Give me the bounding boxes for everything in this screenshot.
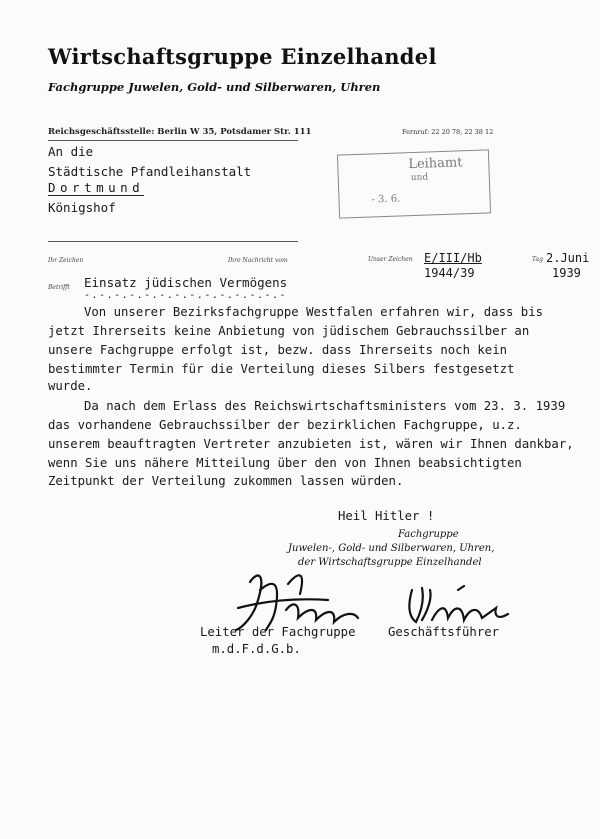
body-p1-line-1: Von unserer Bezirksfachgruppe Westfalen erfahren wir, dass bis xyxy=(84,305,544,319)
letterhead-title: Wirtschaftsgruppe Einzelhandel xyxy=(48,44,437,69)
closing-greeting: Heil Hitler ! xyxy=(338,509,435,523)
body-p2-line-1: Da nach dem Erlass des Reichswirtschaftsministers vom 23. 3. 1939 xyxy=(84,399,566,413)
closing-stamp-line-2: Juwelen-, Gold- und Silberwaren, Uhren, xyxy=(288,543,495,554)
phone-numbers: Fernruf: 22 20 78, 22 38 12 xyxy=(402,128,494,136)
unsere-zeichen-value: E/III/Hb xyxy=(424,251,482,265)
reference-rule xyxy=(48,241,298,242)
subject-line: Einsatz jüdischen Vermögens xyxy=(84,275,288,290)
signer-right-title: Geschäftsführer xyxy=(388,625,500,639)
letter-year: 1939 xyxy=(552,266,581,280)
signer-left-title: Leiter der Fachgruppe xyxy=(200,625,356,639)
body-p2-line-5: Zeitpunkt der Verteilung zukommen lassen würden. xyxy=(48,474,404,488)
closing-stamp-line-3: der Wirtschaftsgruppe Einzelhandel xyxy=(298,557,482,568)
body-p1-line-4: bestimmter Termin für die Verteilung dieses Silbers festgesetzt xyxy=(48,362,515,376)
recipient-line-4: Königshof xyxy=(48,200,116,215)
letterhead-subtitle: Fachgruppe Juwelen, Gold- und Silberwaren, Uhren xyxy=(48,80,381,94)
ihre-zeichen-label: Ihr Zeichen xyxy=(48,257,84,264)
receipt-stamp xyxy=(337,149,491,218)
unsere-zeichen-label: Unser Zeichen xyxy=(368,256,413,263)
unsere-zeichen-number: 1944/39 xyxy=(424,266,475,280)
recipient-line-2: Städtische Pfandleihanstalt xyxy=(48,164,252,179)
stamp-date: - 3. 6. xyxy=(371,193,401,206)
ihre-nachricht-label: Ihre Nachricht vom xyxy=(228,257,288,264)
body-p2-line-3: unserem beauftragten Vertreter anzubieten ist, wären wir Ihnen dankbar, xyxy=(48,437,574,451)
recipient-line-1: An die xyxy=(48,144,94,159)
body-p1-line-5: wurde. xyxy=(48,379,93,393)
stamp-line-1: Leihamt xyxy=(408,155,463,173)
tag-label: Tag xyxy=(532,256,543,263)
stamp-line-2: und xyxy=(410,172,429,184)
letterhead-rule xyxy=(48,140,298,141)
betrifft-label: Betrifft xyxy=(48,284,70,291)
office-address: Reichsgeschäftsstelle: Berlin W 35, Potsdamer Str. 111 xyxy=(48,127,312,137)
body-p1-line-2: jetzt Ihrerseits keine Anbietung von jüdischem Gebrauchssilber an xyxy=(48,324,530,338)
body-p1-line-3: unsere Fachgruppe erfolgt ist, bezw. dass Ihrerseits noch kein xyxy=(48,343,508,357)
signer-left-sub: m.d.F.d.G.b. xyxy=(212,642,301,656)
letter-date: 2.Juni xyxy=(546,251,590,265)
subject-underline: -.-.-.-.-.-.-.-.-.-.-.-.-.- xyxy=(84,290,288,301)
recipient-city: Dortmund xyxy=(48,180,145,195)
closing-stamp-line-1: Fachgruppe xyxy=(398,529,459,540)
body-p2-line-2: das vorhandene Gebrauchssilber der bezirklichen Fachgruppe, u.z. xyxy=(48,418,522,432)
body-p2-line-4: wenn Sie uns nähere Mitteilung über den von Ihnen beabsichtigten xyxy=(48,456,522,470)
